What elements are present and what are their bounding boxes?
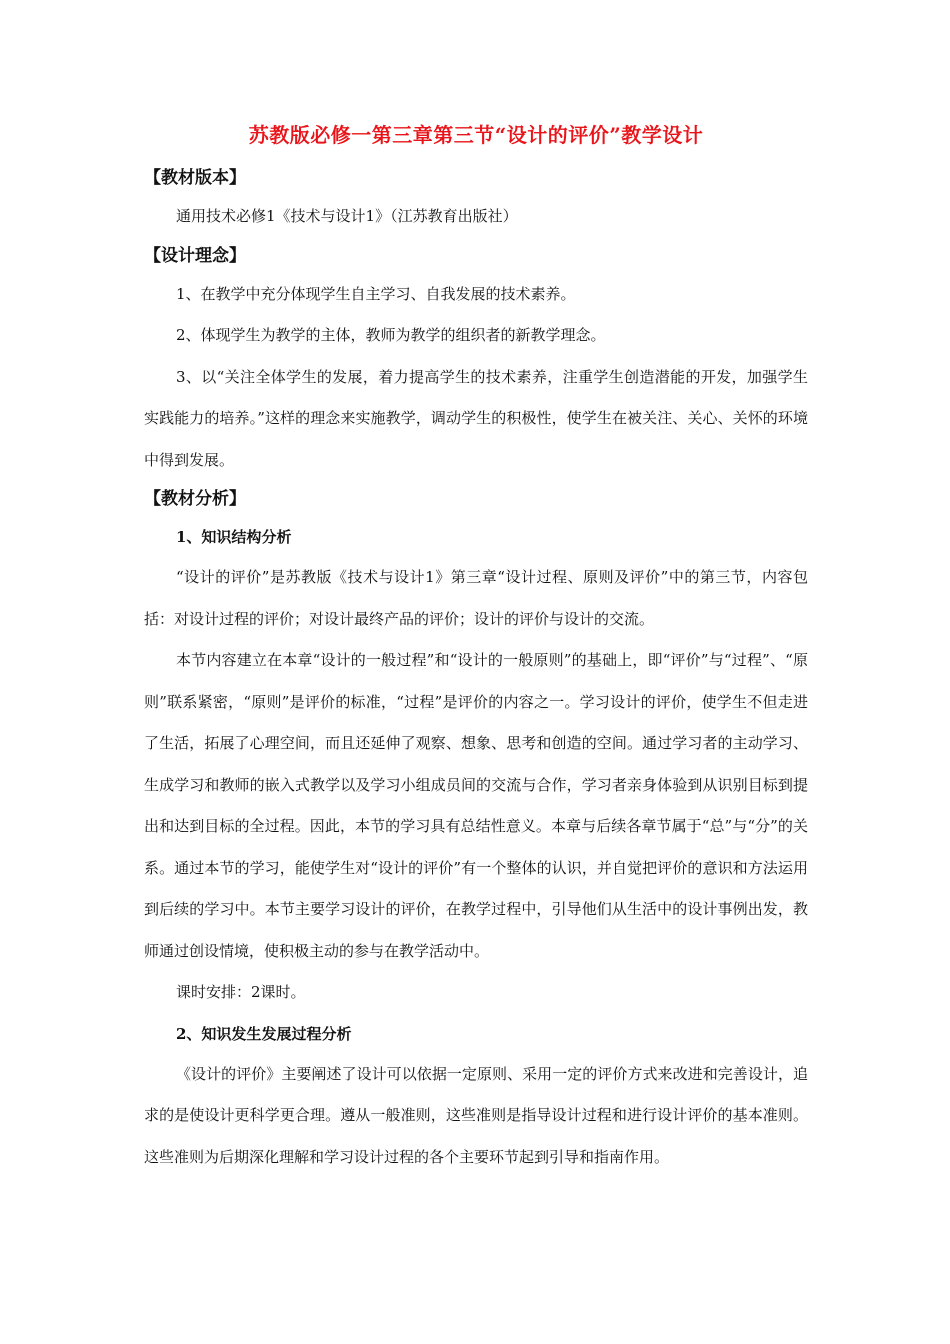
section-heading-analysis: 【教材分析】	[144, 489, 246, 509]
paragraph: 通用技术必修1《技术与设计1》（江苏教育出版社）	[176, 207, 518, 225]
section-heading-concept: 【设计理念】	[144, 245, 246, 266]
subheading-knowledge-structure: 1、知识结构分析	[176, 528, 292, 546]
subheading-knowledge-development: 2、知识发生发展过程分析	[176, 1024, 352, 1043]
paragraph: “设计的评价”是苏教版《技术与设计1》第三章“设计过程、原则及评价”中的第三节，内容包括：对设计过程的评价；对设计最终产品的评价；设计的评价与设计的交流。	[144, 568, 808, 628]
paragraph: 《设计的评价》主要阐述了设计可以依据一定原则、采用一定的评价方式来改进和完善设计，追求的是使设计更科学更合理。遵从一般准则，这些准则是指导设计过程和进行设计评价的基本准则。这些准则为后期深化理解和学习设计过程的各个主要环节起到引导和指南作用。	[144, 1064, 808, 1166]
paragraph: 3、以“关注全体学生的发展，着力提高学生的技术素养，注重学生创造潜能的开发，加强学生实践能力的培养。”这样的理念来实施教学，调动学生的积极性，使学生在被关注、关心、关怀的环境中得到发展。	[144, 367, 808, 469]
paragraph-schedule: 课时安排：2课时。	[176, 983, 306, 1001]
paragraph: 2、体现学生为教学的主体，教师为教学的组织者的新教学理念。	[176, 326, 606, 344]
section-heading-edition: 【教材版本】	[144, 168, 246, 188]
paragraph: 1、在教学中充分体现学生自主学习、自我发展的技术素养。	[176, 284, 576, 303]
paragraph: 本节内容建立在本章“设计的一般过程”和“设计的一般原则”的基础上，即“评价”与“过程”、“原则”联系紧密，“原则”是评价的标准，“过程”是评价的内容之一。学习设计的评价，使学生不但走进了生活，拓展了心理空间，而且还延伸了观察、想象、思考和创造的空间。通过学习者的主动学习、生成学习和教师的嵌入式教学以及学习小组成员间的交流与合作，学习者亲身体验到从识别目标到提出和达到目标的全过程。因此，本节的学习具有总结性意义。本章与后续各章节属于“总”与“分”的关系。通过本节的学习，能使学生对“设计的评价”有一个整体的认识，并自觉把评价的意识和方法运用到后续的学习中。本节主要学习设计的评价，在教学过程中，引导他们从生活中的设计事例出发，教师通过创设情境，使积极主动的参与在教学活动中。	[144, 651, 808, 960]
document-page	[144, 118, 808, 1178]
document-title: 苏教版必修一第三章第三节“设计的评价”教学设计	[248, 123, 704, 147]
